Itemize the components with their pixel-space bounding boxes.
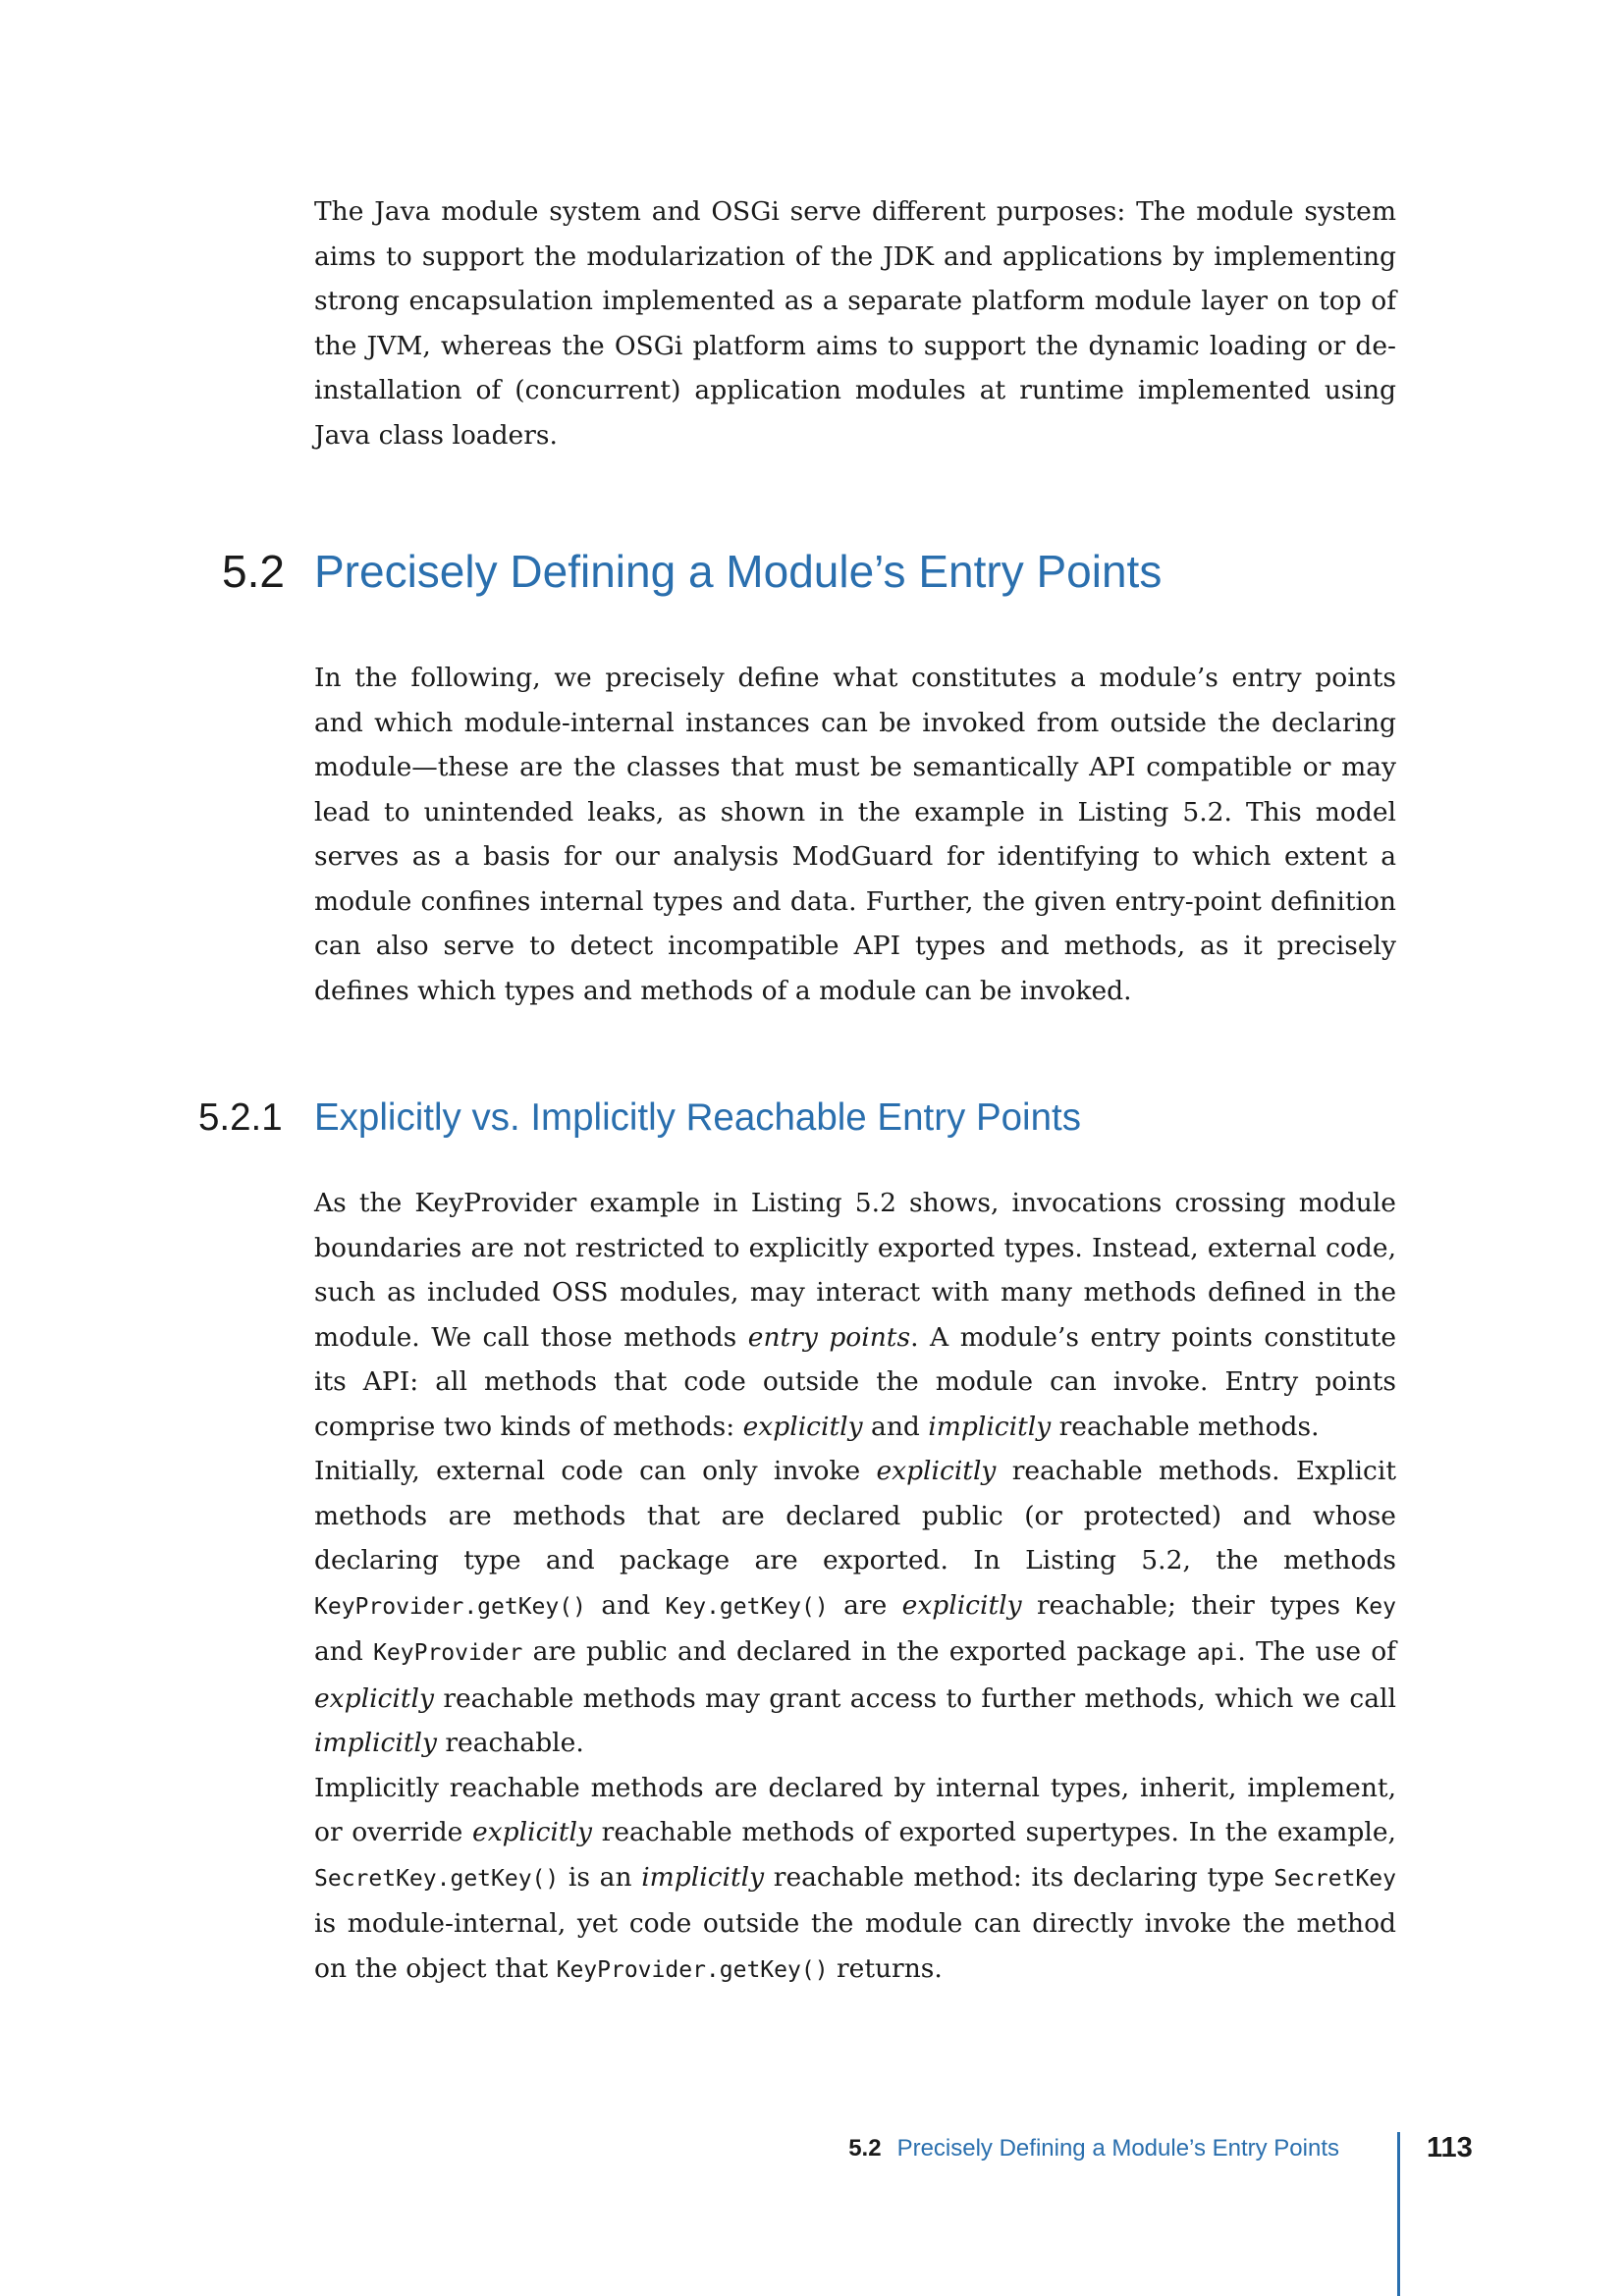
emphasis-term: implicitly [928,1411,1052,1442]
text-run: reachable methods. Explicit methods are methods that are declared public (or protected) and whose declaring type and package are exported. In Listing 5.2, the methods [314,1456,1396,1575]
code-snippet: KeyProvider.getKey() [314,1593,586,1620]
text-run: . The use of [1237,1636,1396,1667]
section-heading [0,545,1624,604]
emphasis-term: explicitly [472,1817,592,1847]
text-run: are [828,1589,902,1621]
text-run: are public and declared in the exported package [522,1636,1197,1667]
emphasis-term: explicitly [314,1682,434,1714]
code-snippet: KeyProvider [373,1640,523,1666]
text-run: reachable methods may grant access to further methods, which we call [433,1682,1396,1714]
text-run: Implicitly reachable methods are declared by internal types, inherit, implement, or override [314,1772,1396,1847]
intro-paragraph-text: The Java module system and OSGi serve different purposes: The module system aims to support the modularization of the JDK and applications by implementing strong encapsulation implemented as a separate platform module layer on top of the JVM, whereas the OSGi platform aims to support the dynamic loading or de-installation of (concurrent) application modules at runtime implemented using Java class loaders. [314,196,1396,451]
code-snippet: KeyProvider.getKey() [556,1956,829,1983]
emphasis-term: entry points [747,1321,911,1353]
page-number: 113 [1427,2132,1473,2163]
footer-section-title: Precisely Defining a Module’s Entry Points [896,2135,1339,2162]
code-snippet: api [1196,1640,1238,1666]
text-run: and [314,1636,374,1667]
text-run: reachable method: its declaring type [764,1861,1274,1893]
subsection-number: 5.2.1 [198,1096,283,1139]
text-run: returns. [828,1952,943,1984]
paragraph-explicit-methods [314,1449,1396,1766]
paragraph-implicit-methods [314,1766,1396,1994]
emphasis-term: explicitly [876,1456,997,1486]
section-title: Precisely Defining a Module’s Entry Points [314,546,1163,597]
running-footer [848,2135,1339,2163]
code-snippet: Key.getKey() [665,1593,829,1620]
text-run: reachable. [436,1728,584,1758]
subsection-heading [0,1096,1624,1146]
section-number: 5.2 [222,546,285,597]
text-run: reachable methods. [1051,1411,1320,1442]
emphasis-term: implicitly [314,1728,437,1758]
footer-section-number: 5.2 [848,2135,882,2162]
text-run: reachable; their types [1021,1589,1356,1621]
section-intro-paragraph [314,656,1396,1013]
code-snippet: SecretKey [1273,1865,1396,1892]
emphasis-term: explicitly [901,1589,1022,1621]
footer-divider [1397,2132,1400,2296]
emphasis-term: explicitly [742,1411,863,1442]
subsection-body [314,1181,1396,1993]
text-run: As the KeyProvider example in Listing 5.2 shows, invocations crossing module boundaries are not restricted to explicitly exported types. Instead, external code, such as included OSS modules, may interact with many methods defined in the module. We call those methods [314,1188,1396,1353]
text-run: Initially, external code can only invoke [314,1456,877,1486]
code-snippet: SecretKey.getKey() [314,1865,560,1892]
code-snippet: Key [1355,1593,1396,1620]
paragraph-entry-points [314,1181,1396,1449]
text-run: and [585,1589,666,1621]
text-run: and [862,1411,929,1442]
section-intro-text: In the following, we precisely define what constitutes a module’s entry points and which module-internal instances can be invoked from outside the declaring module—these are the classes that must be semantically API compatible or may lead to unintended leaks, as shown in the example in Listing 5.2. This model serves as a basis for our analysis ModGuard for identifying to which extent a module confines internal types and data. Further, the given entry-point definition can also serve to detect incompatible API types and methods, as it precisely defines which types and methods of a module can be invoked. [314,663,1396,1006]
intro-paragraph [314,189,1396,457]
text-run: . A module’s entry points constitute its API: all methods that code outside the module can invoke. Entry points comprise two kinds of methods: [314,1321,1397,1442]
subsection-title: Explicitly vs. Implicitly Reachable Entry Points [314,1096,1081,1139]
text-run: is module-internal, yet code outside the module can directly invoke the method on the object that [314,1908,1396,1984]
emphasis-term: implicitly [641,1861,765,1893]
text-run: is an [559,1861,642,1893]
text-run: reachable methods of exported supertypes. In the example, [592,1817,1396,1847]
